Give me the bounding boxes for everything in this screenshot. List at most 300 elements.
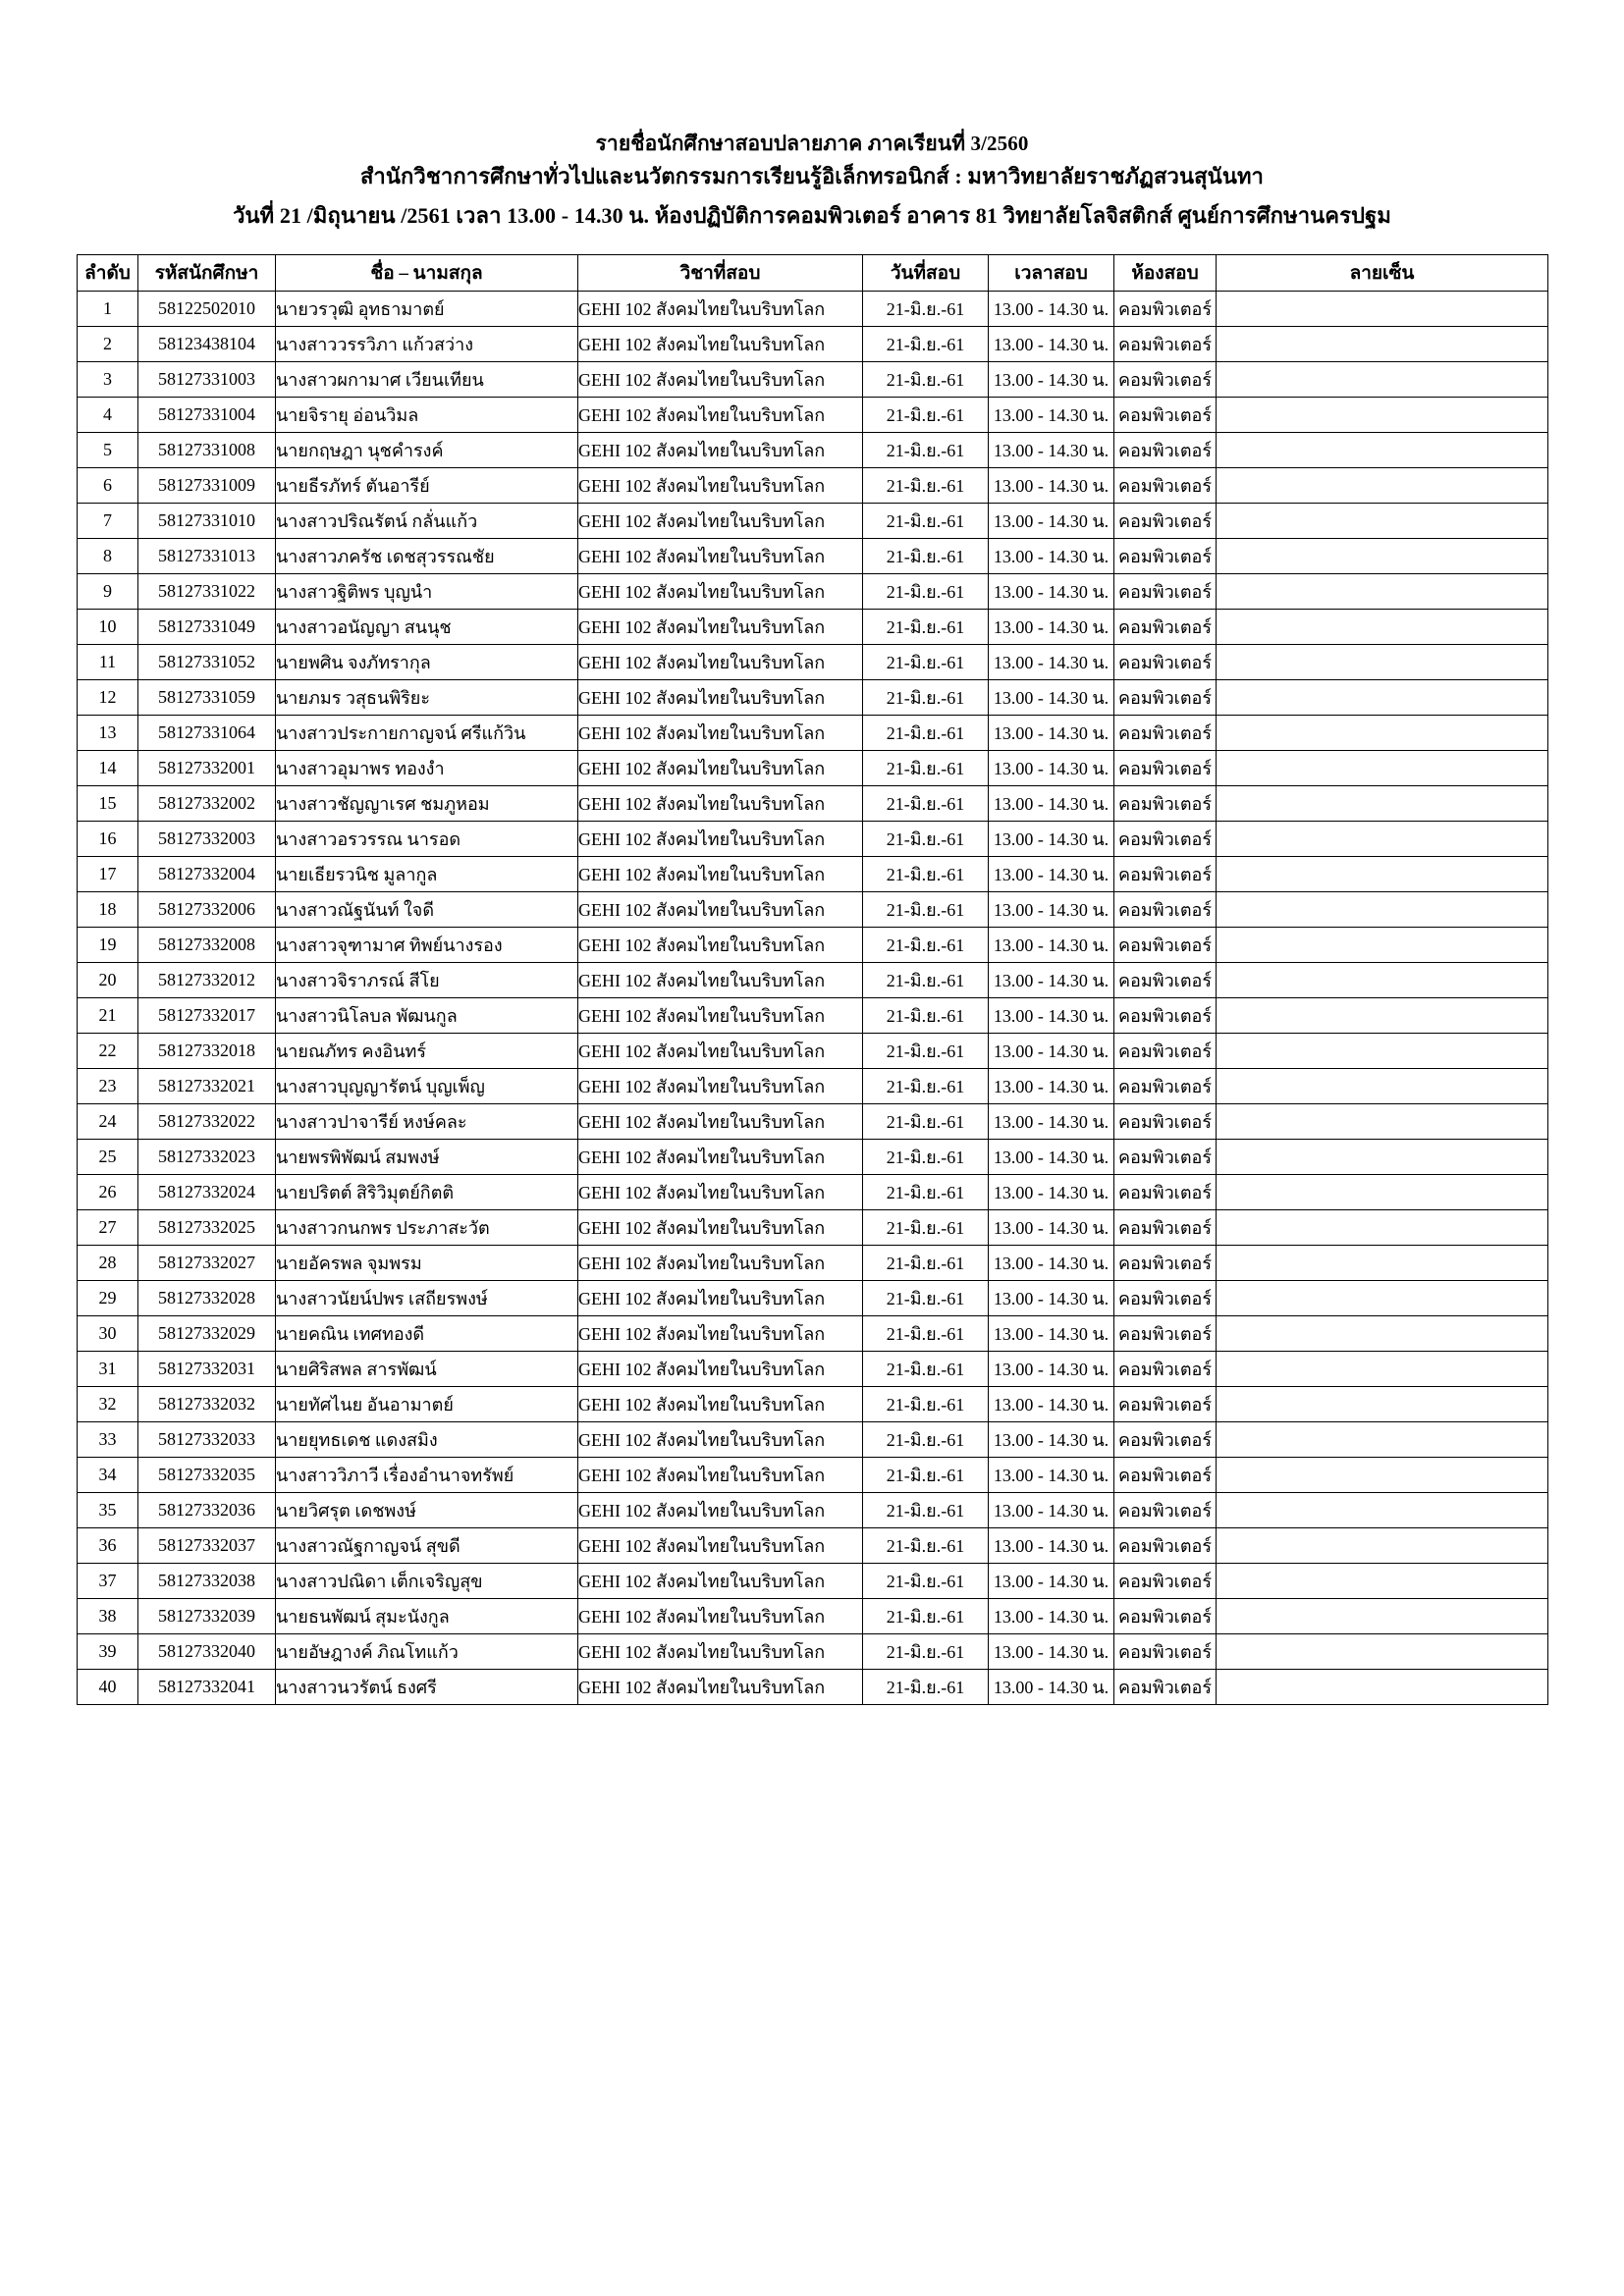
cell-student-id: 58127332003 xyxy=(138,821,276,856)
column-header-signature: ลายเซ็น xyxy=(1217,254,1548,291)
cell-signature[interactable] xyxy=(1217,1386,1548,1421)
cell-student-id: 58127332021 xyxy=(138,1068,276,1103)
column-header-subject: วิชาที่สอบ xyxy=(578,254,863,291)
cell-name: นางสาวปณิดา เต็กเจริญสุข xyxy=(276,1563,578,1598)
cell-subject: GEHI 102 สังคมไทยในบริบทโลก xyxy=(578,856,863,891)
cell-no: 40 xyxy=(78,1669,138,1704)
cell-signature[interactable] xyxy=(1217,467,1548,503)
cell-student-id: 58127331003 xyxy=(138,361,276,397)
table-row xyxy=(78,997,1548,1033)
cell-subject: GEHI 102 สังคมไทยในบริบทโลก xyxy=(578,1315,863,1351)
cell-exam-room: คอมพิวเตอร์ xyxy=(1114,679,1217,715)
cell-subject: GEHI 102 สังคมไทยในบริบทโลก xyxy=(578,1457,863,1492)
cell-subject: GEHI 102 สังคมไทยในบริบทโลก xyxy=(578,644,863,679)
cell-name: นายพรพิพัฒน์ สมพงษ์ xyxy=(276,1139,578,1174)
cell-no: 9 xyxy=(78,573,138,609)
cell-subject: GEHI 102 สังคมไทยในบริบทโลก xyxy=(578,997,863,1033)
cell-signature[interactable] xyxy=(1217,1139,1548,1174)
table-row xyxy=(78,1245,1548,1280)
cell-exam-date: 21-มิ.ย.-61 xyxy=(863,750,989,785)
cell-signature[interactable] xyxy=(1217,1209,1548,1245)
cell-signature[interactable] xyxy=(1217,1457,1548,1492)
cell-signature[interactable] xyxy=(1217,750,1548,785)
cell-student-id: 58127332037 xyxy=(138,1527,276,1563)
cell-name: นายอัครพล จุมพรม xyxy=(276,1245,578,1280)
cell-signature[interactable] xyxy=(1217,1527,1548,1563)
cell-exam-time: 13.00 - 14.30 น. xyxy=(989,1315,1114,1351)
table-row xyxy=(78,1139,1548,1174)
cell-exam-date: 21-มิ.ย.-61 xyxy=(863,962,989,997)
cell-subject: GEHI 102 สังคมไทยในบริบทโลก xyxy=(578,609,863,644)
cell-signature[interactable] xyxy=(1217,326,1548,361)
cell-no: 10 xyxy=(78,609,138,644)
cell-exam-date: 21-มิ.ย.-61 xyxy=(863,1563,989,1598)
cell-student-id: 58127331008 xyxy=(138,432,276,467)
cell-name: นางสาวกนกพร ประภาสะวัต xyxy=(276,1209,578,1245)
cell-subject: GEHI 102 สังคมไทยในบริบทโลก xyxy=(578,326,863,361)
header-title-line-2: สำนักวิชาการศึกษาทั่วไปและนวัตกรรมการเรียนรู้อิเล็กทรอนิกส์ : มหาวิทยาลัยราชภัฏสวนสุนันทา xyxy=(359,163,1265,188)
cell-subject: GEHI 102 สังคมไทยในบริบทโลก xyxy=(578,1139,863,1174)
cell-signature[interactable] xyxy=(1217,1421,1548,1457)
cell-exam-date: 21-มิ.ย.-61 xyxy=(863,1209,989,1245)
cell-exam-date: 21-มิ.ย.-61 xyxy=(863,1103,989,1139)
cell-signature[interactable] xyxy=(1217,1033,1548,1068)
cell-exam-room: คอมพิวเตอร์ xyxy=(1114,1598,1217,1633)
cell-name: นางสาวชัญญาเรศ ชมภูหอม xyxy=(276,785,578,821)
cell-student-id: 58127332036 xyxy=(138,1492,276,1527)
cell-exam-room: คอมพิวเตอร์ xyxy=(1114,1103,1217,1139)
cell-no: 2 xyxy=(78,326,138,361)
cell-exam-room: คอมพิวเตอร์ xyxy=(1114,467,1217,503)
cell-exam-time: 13.00 - 14.30 น. xyxy=(989,997,1114,1033)
cell-student-id: 58127332035 xyxy=(138,1457,276,1492)
cell-subject: GEHI 102 สังคมไทยในบริบทโลก xyxy=(578,927,863,962)
cell-subject: GEHI 102 สังคมไทยในบริบทโลก xyxy=(578,1351,863,1386)
cell-subject: GEHI 102 สังคมไทยในบริบทโลก xyxy=(578,538,863,573)
cell-no: 8 xyxy=(78,538,138,573)
cell-no: 37 xyxy=(78,1563,138,1598)
cell-subject: GEHI 102 สังคมไทยในบริบทโลก xyxy=(578,397,863,432)
cell-subject: GEHI 102 สังคมไทยในบริบทโลก xyxy=(578,1386,863,1421)
header-title-line-1: รายชื่อนักศึกษาสอบปลายภาค ภาคเรียนที่ 3/2560 xyxy=(595,132,1029,155)
cell-name: นางสาวณัฐนันท์ ใจดี xyxy=(276,891,578,927)
table-row xyxy=(78,361,1548,397)
cell-exam-room: คอมพิวเตอร์ xyxy=(1114,1669,1217,1704)
cell-exam-time: 13.00 - 14.30 น. xyxy=(989,1280,1114,1315)
cell-exam-date: 21-มิ.ย.-61 xyxy=(863,326,989,361)
table-row xyxy=(78,1315,1548,1351)
cell-student-id: 58127331052 xyxy=(138,644,276,679)
cell-exam-room: คอมพิวเตอร์ xyxy=(1114,1386,1217,1421)
cell-signature[interactable] xyxy=(1217,1315,1548,1351)
column-header-exam-time: เวลาสอบ xyxy=(989,254,1114,291)
cell-name: นายณภัทร คงอินทร์ xyxy=(276,1033,578,1068)
table-row xyxy=(78,609,1548,644)
cell-student-id: 58122502010 xyxy=(138,291,276,326)
cell-exam-room: คอมพิวเตอร์ xyxy=(1114,997,1217,1033)
cell-student-id: 58127332031 xyxy=(138,1351,276,1386)
cell-signature[interactable] xyxy=(1217,1245,1548,1280)
cell-exam-date: 21-มิ.ย.-61 xyxy=(863,361,989,397)
cell-signature[interactable] xyxy=(1217,856,1548,891)
cell-exam-time: 13.00 - 14.30 น. xyxy=(989,891,1114,927)
cell-student-id: 58127331004 xyxy=(138,397,276,432)
cell-student-id: 58127332006 xyxy=(138,891,276,927)
cell-signature[interactable] xyxy=(1217,1633,1548,1669)
cell-name: นายวรวุฒิ อุทธามาตย์ xyxy=(276,291,578,326)
table-row xyxy=(78,715,1548,750)
cell-exam-time: 13.00 - 14.30 น. xyxy=(989,361,1114,397)
cell-name: นายอัษฎางค์ ภิณโทแก้ว xyxy=(276,1633,578,1669)
cell-no: 35 xyxy=(78,1492,138,1527)
table-row xyxy=(78,962,1548,997)
cell-subject: GEHI 102 สังคมไทยในบริบทโลก xyxy=(578,1598,863,1633)
cell-exam-date: 21-มิ.ย.-61 xyxy=(863,891,989,927)
cell-exam-room: คอมพิวเตอร์ xyxy=(1114,397,1217,432)
cell-exam-time: 13.00 - 14.30 น. xyxy=(989,326,1114,361)
cell-name: นางสาวนิโลบล พัฒนกูล xyxy=(276,997,578,1033)
cell-signature[interactable] xyxy=(1217,432,1548,467)
cell-name: นางสาวอนัญญา สนนุช xyxy=(276,609,578,644)
cell-exam-room: คอมพิวเตอร์ xyxy=(1114,1068,1217,1103)
cell-no: 17 xyxy=(78,856,138,891)
cell-signature[interactable] xyxy=(1217,1598,1548,1633)
cell-name: นายพศิน จงภัทรากุล xyxy=(276,644,578,679)
cell-signature[interactable] xyxy=(1217,397,1548,432)
cell-exam-room: คอมพิวเตอร์ xyxy=(1114,1315,1217,1351)
cell-no: 39 xyxy=(78,1633,138,1669)
column-header-name: ชื่อ – นามสกุล xyxy=(276,254,578,291)
cell-exam-time: 13.00 - 14.30 น. xyxy=(989,1103,1114,1139)
cell-no: 28 xyxy=(78,1245,138,1280)
cell-name: นายยุทธเดช แดงสมิง xyxy=(276,1421,578,1457)
cell-subject: GEHI 102 สังคมไทยในบริบทโลก xyxy=(578,1527,863,1563)
cell-name: นายธีรภัทร์ ตันอารีย์ xyxy=(276,467,578,503)
cell-exam-room: คอมพิวเตอร์ xyxy=(1114,291,1217,326)
cell-signature[interactable] xyxy=(1217,891,1548,927)
cell-student-id: 58127332002 xyxy=(138,785,276,821)
cell-name: นางสาววรรวิภา แก้วสว่าง xyxy=(276,326,578,361)
cell-name: นางสาวประกายกาญจน์ ศรีแก้วิน xyxy=(276,715,578,750)
cell-exam-date: 21-มิ.ย.-61 xyxy=(863,1280,989,1315)
cell-exam-time: 13.00 - 14.30 น. xyxy=(989,1139,1114,1174)
cell-name: นางสาวณัฐกาญจน์ สุขดี xyxy=(276,1527,578,1563)
cell-subject: GEHI 102 สังคมไทยในบริบทโลก xyxy=(578,432,863,467)
cell-exam-time: 13.00 - 14.30 น. xyxy=(989,1351,1114,1386)
cell-signature[interactable] xyxy=(1217,821,1548,856)
cell-exam-date: 21-มิ.ย.-61 xyxy=(863,1351,989,1386)
cell-exam-time: 13.00 - 14.30 น. xyxy=(989,1527,1114,1563)
cell-exam-time: 13.00 - 14.30 น. xyxy=(989,962,1114,997)
cell-subject: GEHI 102 สังคมไทยในบริบทโลก xyxy=(578,1245,863,1280)
cell-exam-room: คอมพิวเตอร์ xyxy=(1114,538,1217,573)
cell-exam-room: คอมพิวเตอร์ xyxy=(1114,1033,1217,1068)
cell-student-id: 58127331010 xyxy=(138,503,276,538)
table-row xyxy=(78,1174,1548,1209)
cell-subject: GEHI 102 สังคมไทยในบริบทโลก xyxy=(578,1103,863,1139)
cell-exam-date: 21-มิ.ย.-61 xyxy=(863,503,989,538)
cell-name: นางสาววิภาวี เรื่องอำนาจทรัพย์ xyxy=(276,1457,578,1492)
cell-exam-date: 21-มิ.ย.-61 xyxy=(863,644,989,679)
table-row xyxy=(78,1669,1548,1704)
cell-student-id: 58127332025 xyxy=(138,1209,276,1245)
cell-student-id: 58127331049 xyxy=(138,609,276,644)
cell-signature[interactable] xyxy=(1217,679,1548,715)
table-row xyxy=(78,1457,1548,1492)
cell-subject: GEHI 102 สังคมไทยในบริบทโลก xyxy=(578,1669,863,1704)
table-row xyxy=(78,503,1548,538)
cell-signature[interactable] xyxy=(1217,1174,1548,1209)
cell-no: 29 xyxy=(78,1280,138,1315)
cell-signature[interactable] xyxy=(1217,997,1548,1033)
cell-student-id: 58127331009 xyxy=(138,467,276,503)
cell-exam-date: 21-มิ.ย.-61 xyxy=(863,538,989,573)
cell-signature[interactable] xyxy=(1217,573,1548,609)
cell-exam-time: 13.00 - 14.30 น. xyxy=(989,1457,1114,1492)
cell-exam-date: 21-มิ.ย.-61 xyxy=(863,1492,989,1527)
cell-exam-time: 13.00 - 14.30 น. xyxy=(989,644,1114,679)
cell-name: นายกฤษฎา นุชคำรงค์ xyxy=(276,432,578,467)
cell-signature[interactable] xyxy=(1217,1068,1548,1103)
cell-subject: GEHI 102 สังคมไทยในบริบทโลก xyxy=(578,503,863,538)
cell-subject: GEHI 102 สังคมไทยในบริบทโลก xyxy=(578,750,863,785)
cell-signature[interactable] xyxy=(1217,644,1548,679)
cell-no: 5 xyxy=(78,432,138,467)
cell-subject: GEHI 102 สังคมไทยในบริบทโลก xyxy=(578,1174,863,1209)
column-header-exam-room: ห้องสอบ xyxy=(1114,254,1217,291)
cell-no: 21 xyxy=(78,997,138,1033)
cell-exam-time: 13.00 - 14.30 น. xyxy=(989,1386,1114,1421)
cell-signature[interactable] xyxy=(1217,609,1548,644)
cell-exam-room: คอมพิวเตอร์ xyxy=(1114,609,1217,644)
cell-signature[interactable] xyxy=(1217,1351,1548,1386)
cell-exam-room: คอมพิวเตอร์ xyxy=(1114,1174,1217,1209)
cell-student-id: 58127332001 xyxy=(138,750,276,785)
cell-name: นางสาวอุมาพร ทองงำ xyxy=(276,750,578,785)
cell-exam-date: 21-มิ.ย.-61 xyxy=(863,1669,989,1704)
cell-name: นายคณิน เทศทองดี xyxy=(276,1315,578,1351)
cell-student-id: 58127332039 xyxy=(138,1598,276,1633)
cell-name: นางสาวนวรัตน์ ธงศรี xyxy=(276,1669,578,1704)
cell-signature[interactable] xyxy=(1217,927,1548,962)
cell-no: 30 xyxy=(78,1315,138,1351)
cell-exam-time: 13.00 - 14.30 น. xyxy=(989,291,1114,326)
cell-name: นางสาวปริณรัตน์ กลั่นแก้ว xyxy=(276,503,578,538)
cell-signature[interactable] xyxy=(1217,785,1548,821)
cell-exam-room: คอมพิวเตอร์ xyxy=(1114,503,1217,538)
cell-exam-room: คอมพิวเตอร์ xyxy=(1114,821,1217,856)
cell-student-id: 58127332027 xyxy=(138,1245,276,1280)
cell-signature[interactable] xyxy=(1217,715,1548,750)
table-row xyxy=(78,1633,1548,1669)
cell-no: 11 xyxy=(78,644,138,679)
cell-exam-time: 13.00 - 14.30 น. xyxy=(989,1174,1114,1209)
cell-exam-date: 21-มิ.ย.-61 xyxy=(863,467,989,503)
cell-no: 13 xyxy=(78,715,138,750)
cell-student-id: 58127332028 xyxy=(138,1280,276,1315)
cell-signature[interactable] xyxy=(1217,962,1548,997)
table-row xyxy=(78,1103,1548,1139)
table-row xyxy=(78,1492,1548,1527)
table-row xyxy=(78,1598,1548,1633)
cell-exam-time: 13.00 - 14.30 น. xyxy=(989,1598,1114,1633)
table-row xyxy=(78,538,1548,573)
cell-exam-date: 21-มิ.ย.-61 xyxy=(863,997,989,1033)
table-row xyxy=(78,750,1548,785)
cell-exam-room: คอมพิวเตอร์ xyxy=(1114,1245,1217,1280)
table-row xyxy=(78,1563,1548,1598)
cell-subject: GEHI 102 สังคมไทยในบริบทโลก xyxy=(578,1068,863,1103)
cell-name: นายจิรายุ อ่อนวิมล xyxy=(276,397,578,432)
table-body xyxy=(78,291,1548,1704)
cell-subject: GEHI 102 สังคมไทยในบริบทโลก xyxy=(578,785,863,821)
cell-signature[interactable] xyxy=(1217,1492,1548,1527)
cell-exam-room: คอมพิวเตอร์ xyxy=(1114,1351,1217,1386)
cell-exam-time: 13.00 - 14.30 น. xyxy=(989,1033,1114,1068)
cell-exam-time: 13.00 - 14.30 น. xyxy=(989,927,1114,962)
cell-signature[interactable] xyxy=(1217,503,1548,538)
cell-exam-time: 13.00 - 14.30 น. xyxy=(989,750,1114,785)
cell-exam-date: 21-มิ.ย.-61 xyxy=(863,573,989,609)
cell-name: นายวิศรุต เดชพงษ์ xyxy=(276,1492,578,1527)
cell-exam-time: 13.00 - 14.30 น. xyxy=(989,821,1114,856)
cell-subject: GEHI 102 สังคมไทยในบริบทโลก xyxy=(578,573,863,609)
cell-student-id: 58127332023 xyxy=(138,1139,276,1174)
table-row xyxy=(78,397,1548,432)
cell-exam-time: 13.00 - 14.30 น. xyxy=(989,609,1114,644)
table-row xyxy=(78,856,1548,891)
cell-no: 31 xyxy=(78,1351,138,1386)
cell-exam-time: 13.00 - 14.30 น. xyxy=(989,1421,1114,1457)
cell-no: 32 xyxy=(78,1386,138,1421)
cell-signature[interactable] xyxy=(1217,1103,1548,1139)
column-header-exam-date: วันที่สอบ xyxy=(863,254,989,291)
cell-exam-time: 13.00 - 14.30 น. xyxy=(989,785,1114,821)
cell-exam-date: 21-มิ.ย.-61 xyxy=(863,1421,989,1457)
cell-exam-date: 21-มิ.ย.-61 xyxy=(863,432,989,467)
cell-exam-room: คอมพิวเตอร์ xyxy=(1114,432,1217,467)
cell-no: 7 xyxy=(78,503,138,538)
cell-exam-room: คอมพิวเตอร์ xyxy=(1114,1280,1217,1315)
cell-exam-room: คอมพิวเตอร์ xyxy=(1114,962,1217,997)
cell-subject: GEHI 102 สังคมไทยในบริบทโลก xyxy=(578,1492,863,1527)
cell-student-id: 58127332012 xyxy=(138,962,276,997)
cell-name: นางสาวบุญญารัตน์ บุญเพ็ญ xyxy=(276,1068,578,1103)
cell-no: 25 xyxy=(78,1139,138,1174)
cell-subject: GEHI 102 สังคมไทยในบริบทโลก xyxy=(578,1280,863,1315)
cell-student-id: 58127332004 xyxy=(138,856,276,891)
cell-subject: GEHI 102 สังคมไทยในบริบทโลก xyxy=(578,821,863,856)
cell-exam-date: 21-มิ.ย.-61 xyxy=(863,856,989,891)
cell-exam-date: 21-มิ.ย.-61 xyxy=(863,291,989,326)
table-row xyxy=(78,326,1548,361)
cell-subject: GEHI 102 สังคมไทยในบริบทโลก xyxy=(578,1421,863,1457)
table-row xyxy=(78,1209,1548,1245)
cell-exam-time: 13.00 - 14.30 น. xyxy=(989,856,1114,891)
cell-exam-time: 13.00 - 14.30 น. xyxy=(989,1068,1114,1103)
table-row xyxy=(78,891,1548,927)
cell-exam-date: 21-มิ.ย.-61 xyxy=(863,927,989,962)
cell-exam-time: 13.00 - 14.30 น. xyxy=(989,432,1114,467)
cell-no: 1 xyxy=(78,291,138,326)
cell-no: 3 xyxy=(78,361,138,397)
cell-name: นายศิริสพล สารพัฒน์ xyxy=(276,1351,578,1386)
cell-no: 14 xyxy=(78,750,138,785)
cell-no: 18 xyxy=(78,891,138,927)
table-row xyxy=(78,291,1548,326)
cell-exam-room: คอมพิวเตอร์ xyxy=(1114,715,1217,750)
cell-signature[interactable] xyxy=(1217,361,1548,397)
cell-exam-time: 13.00 - 14.30 น. xyxy=(989,679,1114,715)
cell-exam-room: คอมพิวเตอร์ xyxy=(1114,1563,1217,1598)
cell-exam-room: คอมพิวเตอร์ xyxy=(1114,891,1217,927)
cell-signature[interactable] xyxy=(1217,1563,1548,1598)
cell-exam-date: 21-มิ.ย.-61 xyxy=(863,1527,989,1563)
cell-exam-date: 21-มิ.ย.-61 xyxy=(863,1033,989,1068)
cell-student-id: 58127332017 xyxy=(138,997,276,1033)
cell-name: นายทัศไนย อันอามาตย์ xyxy=(276,1386,578,1421)
cell-exam-date: 21-มิ.ย.-61 xyxy=(863,1315,989,1351)
cell-student-id: 58127332018 xyxy=(138,1033,276,1068)
cell-no: 34 xyxy=(78,1457,138,1492)
cell-exam-room: คอมพิวเตอร์ xyxy=(1114,785,1217,821)
cell-exam-room: คอมพิวเตอร์ xyxy=(1114,927,1217,962)
cell-subject: GEHI 102 สังคมไทยในบริบทโลก xyxy=(578,291,863,326)
cell-subject: GEHI 102 สังคมไทยในบริบทโลก xyxy=(578,962,863,997)
cell-no: 16 xyxy=(78,821,138,856)
cell-student-id: 58127332033 xyxy=(138,1421,276,1457)
cell-name: นางสาวฐิติพร บุญนำ xyxy=(276,573,578,609)
table-row xyxy=(78,1033,1548,1068)
table-row xyxy=(78,1527,1548,1563)
cell-no: 4 xyxy=(78,397,138,432)
table-row xyxy=(78,467,1548,503)
cell-exam-time: 13.00 - 14.30 น. xyxy=(989,1245,1114,1280)
cell-name: นายภมร วสุธนพิริยะ xyxy=(276,679,578,715)
table-row xyxy=(78,573,1548,609)
cell-signature[interactable] xyxy=(1217,538,1548,573)
cell-exam-room: คอมพิวเตอร์ xyxy=(1114,1139,1217,1174)
cell-exam-room: คอมพิวเตอร์ xyxy=(1114,1209,1217,1245)
header-title-line-3: วันที่ 21 /มิถุนายน /2561 เวลา 13.00 - 14.30 น. ห้องปฏิบัติการคอมพิวเตอร์ อาคาร 81 วิทยาลัยโลจิสติกส์ ศูนย์การศึกษานครปฐม xyxy=(233,202,1391,228)
cell-exam-date: 21-มิ.ย.-61 xyxy=(863,679,989,715)
cell-exam-room: คอมพิวเตอร์ xyxy=(1114,573,1217,609)
cell-student-id: 58127332008 xyxy=(138,927,276,962)
cell-exam-room: คอมพิวเตอร์ xyxy=(1114,1527,1217,1563)
cell-signature[interactable] xyxy=(1217,1669,1548,1704)
cell-student-id: 58127331059 xyxy=(138,679,276,715)
cell-signature[interactable] xyxy=(1217,1280,1548,1315)
cell-exam-time: 13.00 - 14.30 น. xyxy=(989,1563,1114,1598)
table-row xyxy=(78,1351,1548,1386)
cell-signature[interactable] xyxy=(1217,291,1548,326)
cell-exam-time: 13.00 - 14.30 น. xyxy=(989,573,1114,609)
cell-exam-room: คอมพิวเตอร์ xyxy=(1114,644,1217,679)
cell-subject: GEHI 102 สังคมไทยในบริบทโลก xyxy=(578,1033,863,1068)
cell-exam-date: 21-มิ.ย.-61 xyxy=(863,1245,989,1280)
cell-exam-date: 21-มิ.ย.-61 xyxy=(863,1633,989,1669)
cell-exam-date: 21-มิ.ย.-61 xyxy=(863,397,989,432)
cell-exam-date: 21-มิ.ย.-61 xyxy=(863,1598,989,1633)
cell-exam-time: 13.00 - 14.30 น. xyxy=(989,1633,1114,1669)
cell-student-id: 58127331064 xyxy=(138,715,276,750)
cell-name: นายเธียรวนิช มูลากูล xyxy=(276,856,578,891)
table-row xyxy=(78,644,1548,679)
cell-exam-time: 13.00 - 14.30 น. xyxy=(989,715,1114,750)
cell-no: 20 xyxy=(78,962,138,997)
cell-exam-room: คอมพิวเตอร์ xyxy=(1114,1633,1217,1669)
cell-student-id: 58127332022 xyxy=(138,1103,276,1139)
